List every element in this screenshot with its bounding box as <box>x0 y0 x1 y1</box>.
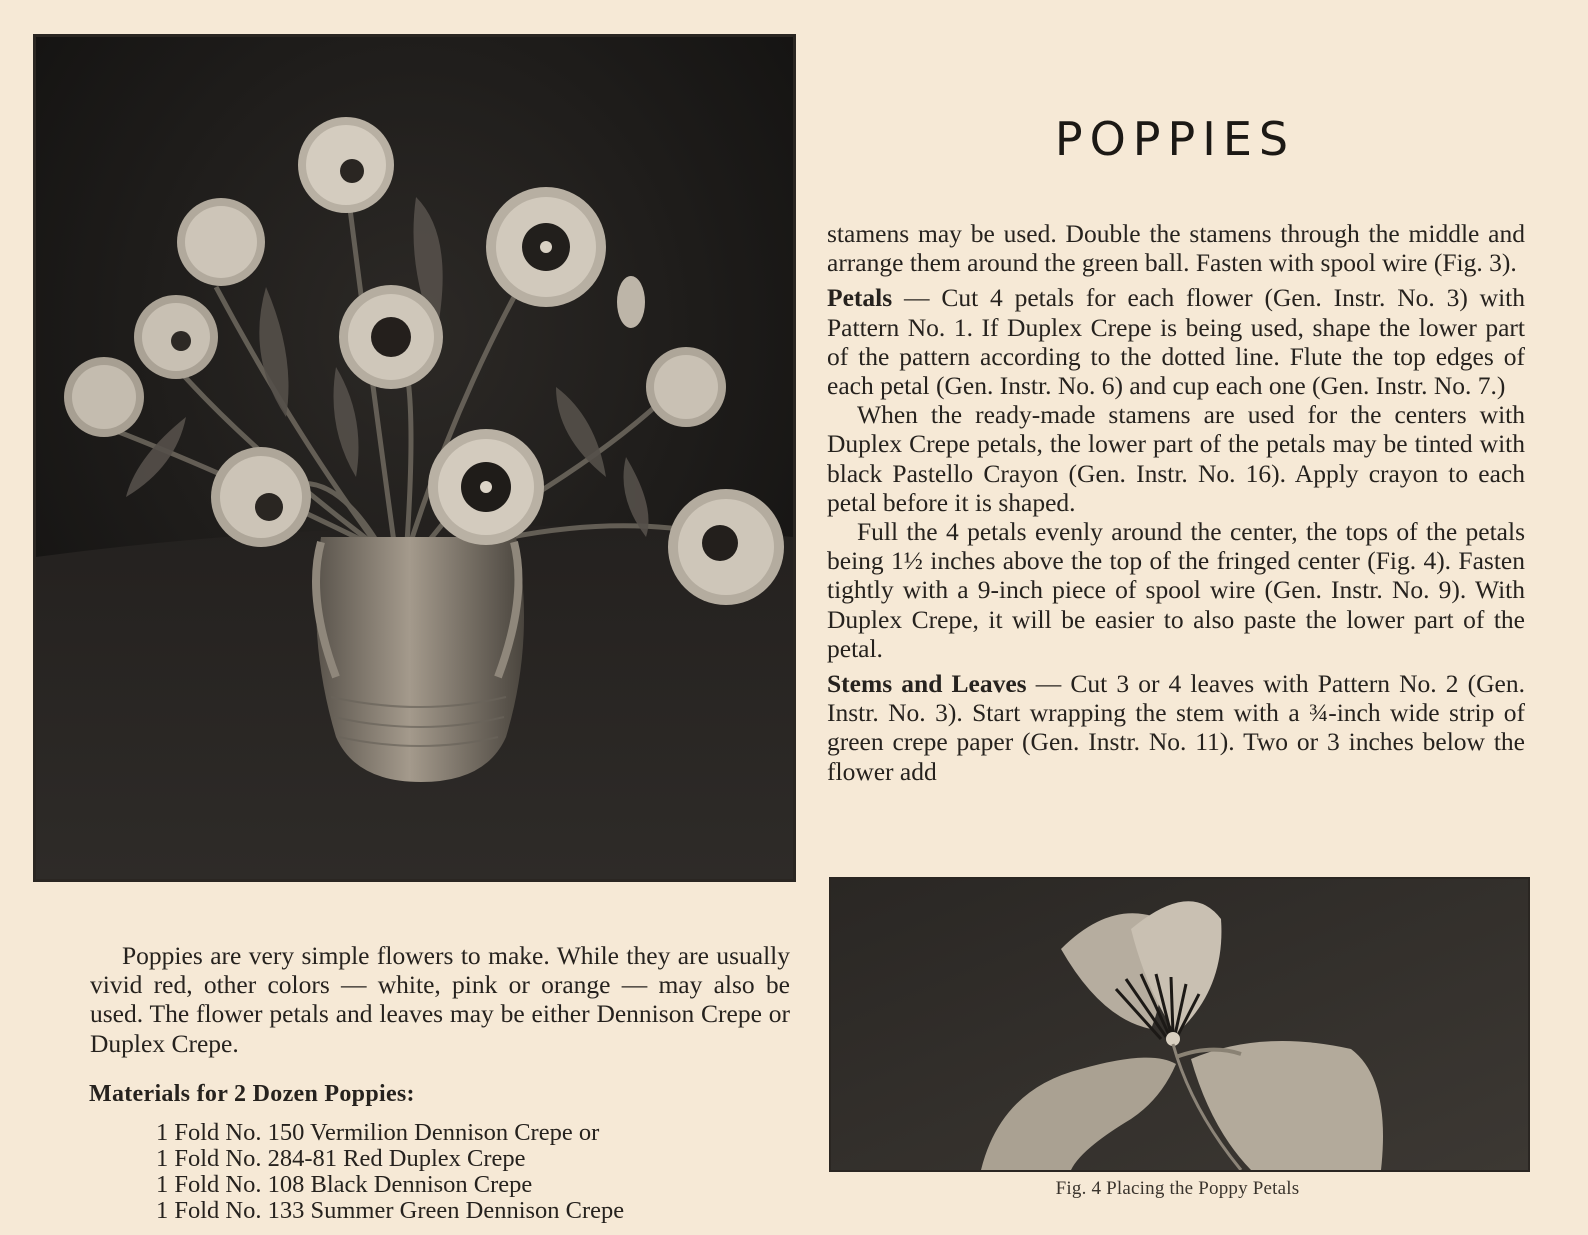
poppies-vase-photo <box>33 34 796 882</box>
assembly-paragraph: Full the 4 petals evenly around the center, the tops of the petals being 1½ inches above the top of the fringed center (Fig. 4). Fasten tightly with a 9-inch piece of spool wire (Gen. Instr. No. 9). With Duplex Crepe, it will be easier to also paste the lower part of the petal. <box>827 517 1525 663</box>
instructions-column <box>827 219 1525 786</box>
stamens-continuation: stamens may be used. Double the stamens through the middle and arrange them around the green ball. Fasten with spool wire (Fig. 3). <box>827 219 1525 278</box>
fig4-photo <box>829 877 1530 1172</box>
petals-section <box>827 283 1525 400</box>
petals-heading: Petals <box>827 283 893 313</box>
materials-list <box>156 1120 776 1224</box>
hands-placing-petals-illustration <box>831 879 1528 1170</box>
intro-paragraph: Poppies are very simple flowers to make. While they are usually vivid red, other colors — white, pink or orange — may also be used. The flower petals and leaves may be either Dennison Crepe or Duplex Crepe. <box>90 941 790 1058</box>
page-title: POPPIES <box>1054 112 1296 166</box>
list-item: 1 Fold No. 150 Vermilion Dennison Crepe or <box>156 1119 600 1146</box>
list-item: 1 Fold No. 133 Summer Green Dennison Crepe <box>156 1197 625 1224</box>
list-item: 1 Fold No. 108 Black Dennison Crepe <box>156 1171 533 1198</box>
tinting-paragraph: When the ready-made stamens are used for the centers with Duplex Crepe petals, the lower part of the petals may be tinted with black Pastello Crayon (Gen. Instr. No. 16). Apply crayon to each petal before it is shaped. <box>827 400 1525 517</box>
list-item: 1 Fold No. 284-81 Red Duplex Crepe <box>156 1145 526 1172</box>
stems-section <box>827 669 1525 786</box>
poppies-vase-illustration <box>36 37 793 879</box>
figure-caption: Fig. 4 Placing the Poppy Petals <box>1055 1178 1300 1199</box>
stems-text: — Cut 3 or 4 leaves with Pattern No. 2 (Gen. Instr. No. 3). Start wrapping the stem with a ¾-inch wide strip of green crepe paper (Gen. Instr. No. 11). Two or 3 inches below the flower add <box>827 669 1525 786</box>
petals-text: — Cut 4 petals for each flower (Gen. Instr. No. 3) with Pattern No. 1. If Duplex Crepe is being used, shape the lower part of the pattern according to the dotted line. Flute the top edges of each petal (Gen. Instr. No. 6) and cup each one (Gen. Instr. No. 7.) <box>827 283 1525 401</box>
materials-heading: Materials for 2 Dozen Poppies: <box>89 1081 415 1107</box>
stems-heading: Stems and Leaves <box>827 669 1027 699</box>
